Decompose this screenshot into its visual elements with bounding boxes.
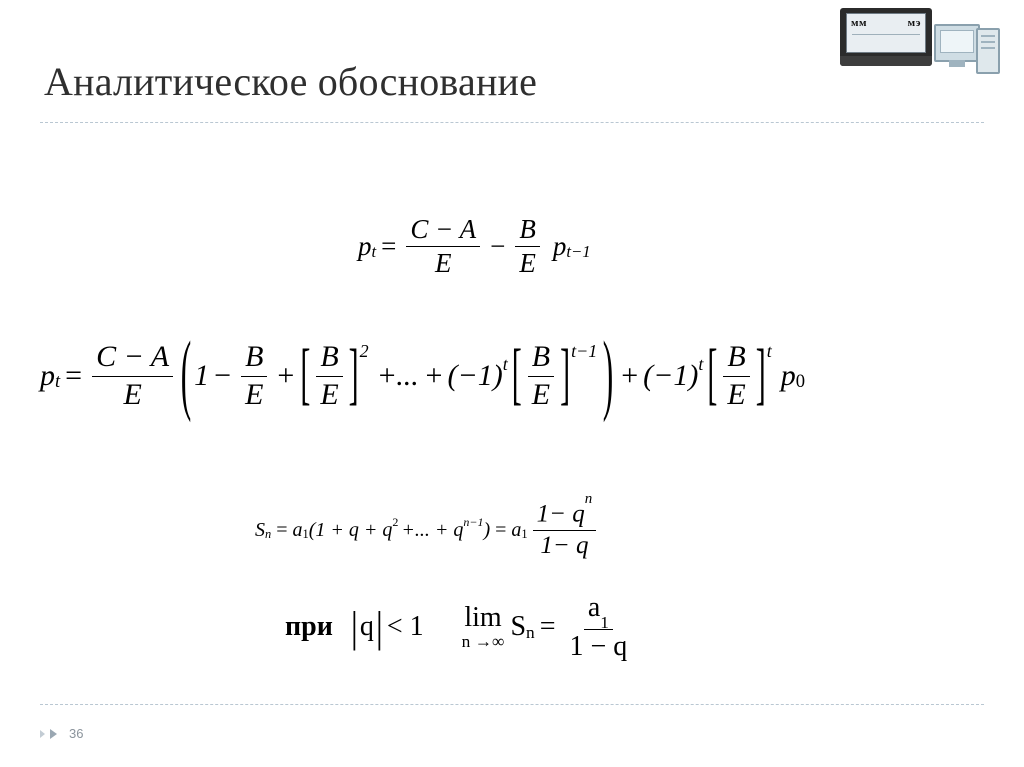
eq3-lhs-var: S bbox=[255, 518, 265, 541]
eq1-lhs-sub: t bbox=[371, 241, 377, 261]
tower-slots bbox=[981, 35, 995, 37]
eq4-q: q bbox=[359, 611, 374, 643]
eq2-lhs-var: p bbox=[40, 359, 55, 392]
eq2-fraction-3 bbox=[316, 340, 342, 412]
eq4-less-than: < 1 bbox=[386, 611, 424, 643]
eq4-frac-numerator-text: a bbox=[587, 592, 601, 623]
eq2-sign-exponent-2: t bbox=[698, 354, 704, 375]
eq2-frac4-denominator: E bbox=[531, 377, 551, 411]
eq2-dots: +... + bbox=[378, 359, 443, 392]
eq1-fraction-1 bbox=[406, 214, 480, 279]
eq4-equals: = bbox=[539, 611, 556, 643]
eq4-fraction bbox=[566, 592, 632, 663]
eq2-fraction-5 bbox=[723, 340, 749, 412]
eq2-bracket-open-3: [ bbox=[707, 336, 718, 413]
eq4-s-sub: n bbox=[526, 622, 535, 642]
eq3-a-sub: 1 bbox=[302, 526, 309, 541]
page-number: 36 bbox=[69, 726, 84, 741]
eq2-frac4-numerator: B bbox=[528, 340, 554, 377]
eq2-bracket-close-3: ] bbox=[755, 336, 766, 413]
eq4-frac-numerator bbox=[584, 592, 613, 633]
footer-divider bbox=[40, 704, 984, 705]
eq2-one: 1 bbox=[194, 359, 210, 392]
eq2-frac2-denominator: E bbox=[245, 377, 264, 411]
eq3-frac-numerator bbox=[533, 490, 597, 531]
eq3-frac-numerator-exponent: n bbox=[584, 490, 593, 507]
eq2-bracket-close-1: ] bbox=[348, 336, 359, 413]
monitor-screen bbox=[940, 30, 974, 53]
eq2-tail-sub: 0 bbox=[795, 370, 806, 392]
eq3-dots: +... + q bbox=[401, 518, 464, 541]
eq2-frac5-denominator: E bbox=[727, 377, 746, 411]
eq3-q-exponent-2: 2 bbox=[392, 515, 399, 530]
eq4-frac-numerator-sub: 1 bbox=[600, 613, 609, 633]
eq2-lhs-sub: t bbox=[55, 370, 61, 392]
eq4-limit-label: lim bbox=[464, 602, 502, 634]
equation-3 bbox=[255, 490, 601, 561]
eq1-minus: − bbox=[490, 231, 506, 262]
eq3-group: (1 + q + q bbox=[308, 518, 393, 541]
eq1-frac2-denominator: E bbox=[519, 248, 536, 279]
eq3-a-var-2: a bbox=[511, 518, 522, 541]
triangle-icon bbox=[50, 729, 57, 739]
eq2-plus-2: + bbox=[621, 359, 639, 392]
eq2-frac1-denominator: E bbox=[123, 377, 142, 411]
eq2-frac2-numerator: B bbox=[241, 340, 267, 377]
eq3-frac-denominator: 1− q bbox=[540, 532, 589, 560]
eq1-tail-var: p bbox=[552, 231, 567, 262]
eq2-frac1-numerator: C − A bbox=[92, 340, 173, 377]
eq3-close: ) bbox=[483, 518, 491, 541]
eq2-bracket-open-2: [ bbox=[511, 336, 522, 413]
footer bbox=[40, 726, 83, 741]
logo bbox=[840, 8, 1000, 76]
monitor-stand bbox=[949, 60, 965, 67]
logo-text-right: мэ bbox=[907, 17, 921, 29]
eq2-sign-exponent: t bbox=[502, 354, 508, 375]
title-divider bbox=[40, 122, 984, 123]
eq1-tail-sub: t−1 bbox=[566, 241, 591, 261]
equation-1 bbox=[358, 214, 591, 279]
eq2-exponent-t: t bbox=[766, 341, 772, 362]
eq4-abs-close: | bbox=[375, 602, 383, 652]
equation-2 bbox=[40, 325, 806, 424]
equation-4 bbox=[285, 592, 636, 663]
eq2-tail-var: p bbox=[780, 359, 796, 392]
eq1-frac1-numerator: C − A bbox=[406, 214, 480, 247]
eq2-close-paren: ) bbox=[602, 325, 614, 424]
eq2-sign-term: (−1) bbox=[447, 359, 503, 392]
eq3-lhs-sub: n bbox=[265, 526, 272, 541]
eq2-exponent-t-minus-1: t−1 bbox=[571, 341, 598, 362]
eq2-sign-term-2: (−1) bbox=[643, 359, 699, 392]
eq3-equals: = bbox=[276, 518, 288, 541]
eq4-limit bbox=[462, 604, 505, 650]
eq1-equals: = bbox=[381, 231, 397, 262]
logo-text-left: мм bbox=[851, 17, 867, 29]
eq3-frac-numerator-text: 1− q bbox=[536, 500, 585, 528]
eq2-bracket-open-1: [ bbox=[300, 336, 311, 413]
eq3-fraction bbox=[533, 490, 597, 561]
eq2-frac3-denominator: E bbox=[320, 377, 339, 411]
eq3-q-exponent-n: n−1 bbox=[463, 515, 484, 530]
eq2-open-paren: ( bbox=[180, 325, 192, 424]
eq1-frac1-denominator: E bbox=[435, 248, 452, 279]
eq2-fraction-2 bbox=[241, 340, 267, 412]
eq4-prefix: при bbox=[285, 611, 333, 643]
eq2-fraction-4 bbox=[528, 340, 554, 412]
triangle-small-icon bbox=[40, 730, 45, 738]
monitor-icon bbox=[934, 24, 980, 62]
eq3-a-sub-2: 1 bbox=[521, 526, 528, 541]
eq1-fraction-2 bbox=[515, 214, 540, 279]
eq2-frac5-numerator: B bbox=[723, 340, 749, 377]
laptop-icon bbox=[840, 8, 932, 66]
laptop-base bbox=[840, 56, 932, 66]
eq2-equals: = bbox=[65, 359, 83, 392]
eq2-minus: − bbox=[214, 359, 232, 392]
laptop-screen-lines bbox=[852, 34, 920, 48]
eq4-frac-denominator: 1 − q bbox=[569, 630, 628, 662]
eq1-frac2-numerator: B bbox=[515, 214, 540, 247]
eq4-limit-subscript: n →∞ bbox=[461, 632, 505, 652]
page-title: Аналитическое обоснование bbox=[44, 59, 538, 104]
eq4-s-var: S bbox=[510, 611, 527, 643]
eq3-equals-2: = bbox=[495, 518, 507, 541]
eq4-abs-open: | bbox=[350, 602, 358, 652]
eq2-fraction-1 bbox=[92, 340, 173, 412]
eq2-plus: + bbox=[277, 359, 295, 392]
eq2-bracket-close-2: ] bbox=[560, 336, 571, 413]
laptop-screen bbox=[846, 13, 926, 53]
tower-icon bbox=[976, 28, 1000, 74]
bullet-decoration bbox=[40, 729, 57, 739]
eq1-lhs-var: p bbox=[358, 231, 372, 262]
eq3-a-var: a bbox=[292, 518, 303, 541]
eq2-exponent-2: 2 bbox=[359, 341, 369, 362]
eq2-frac3-numerator: B bbox=[316, 340, 342, 377]
desktop-computer-icon bbox=[934, 24, 1000, 76]
